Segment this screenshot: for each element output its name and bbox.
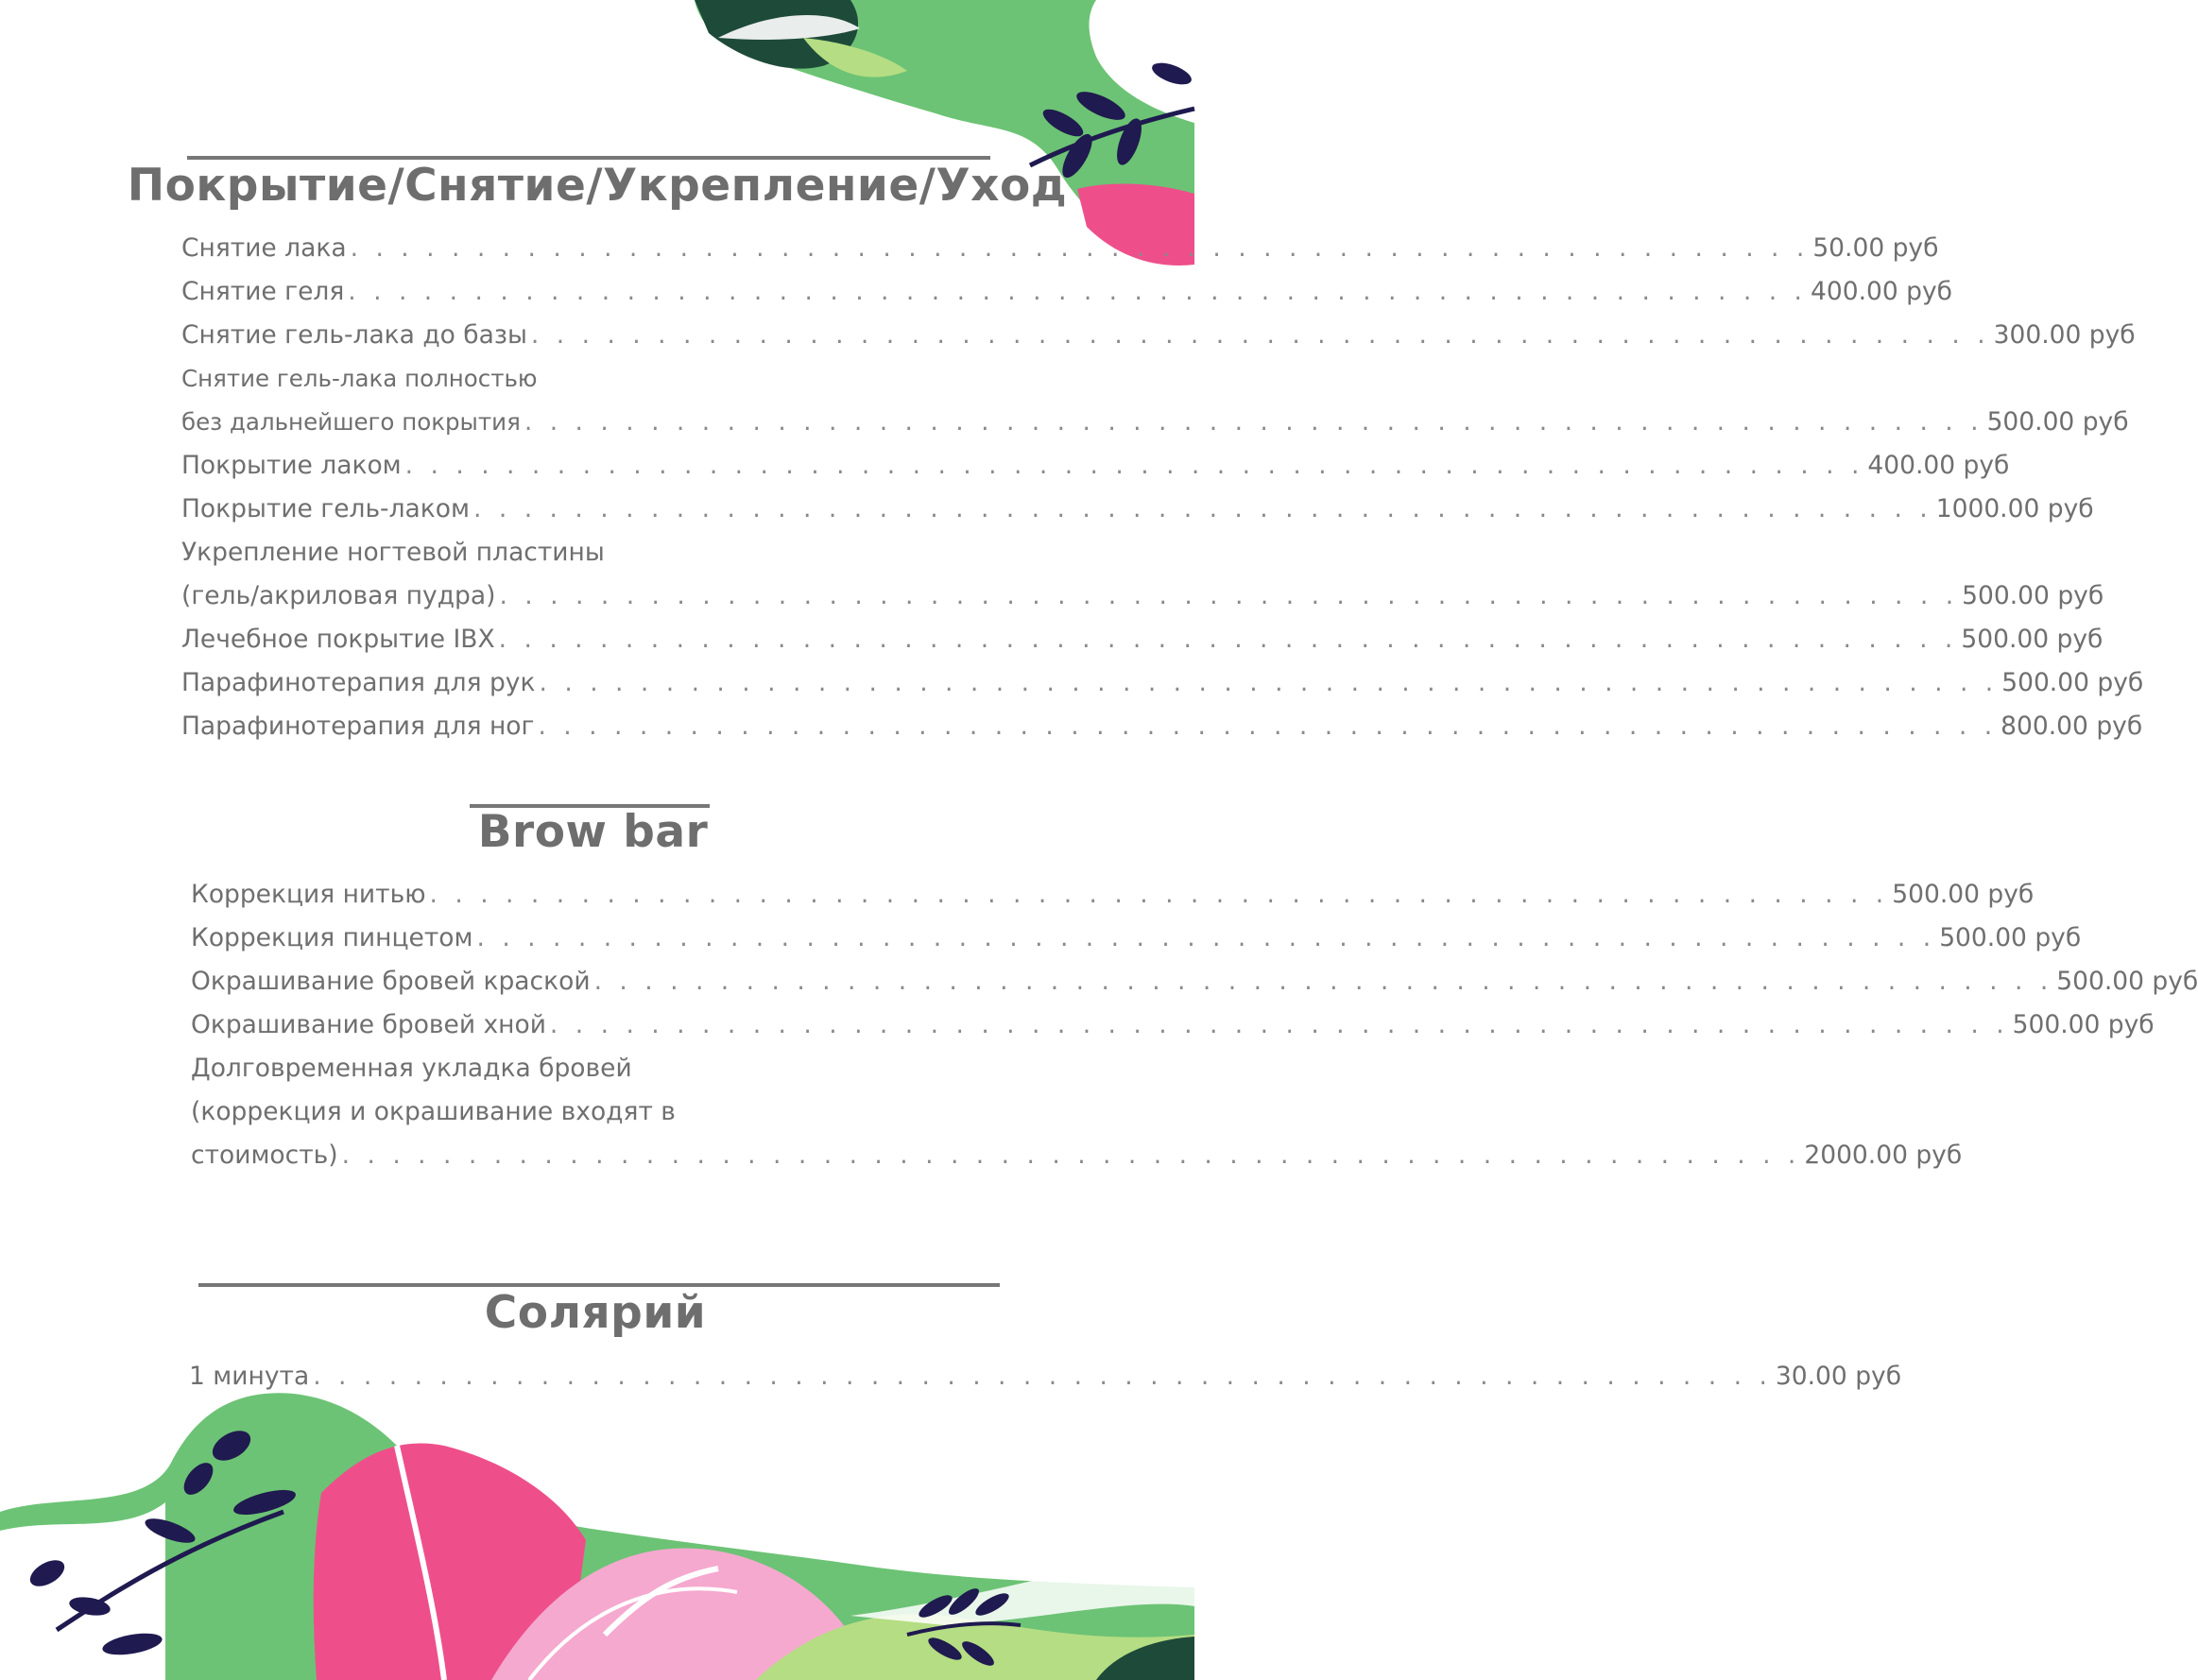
dot-leader: . . . . . . . . . . . . . . . . . . . . . . . . . . . . . . . . . . . . . . . . . . . . . . . . . . . . . . . . . . (538, 711, 1998, 741)
service-name: Снятие гель-лака полностью (181, 365, 538, 392)
list-item (181, 574, 2104, 618)
dot-leader: . . . . . . . . . . . . . . . . . . . . . . . . . . . . . . . . . . . . . . . . . . . . . . . . . . . . . . . . . . (473, 494, 1932, 523)
list-item (181, 227, 1939, 270)
list-item (181, 270, 1952, 314)
dot-leader: . . . . . . . . . . . . . . . . . . . . . . . . . . . . . . . . . . . . . . . . . . . . . . . . . . . . . . . . . . (593, 967, 2053, 996)
dot-leader: . . . . . . . . . . . . . . . . . . . . . . . . . . . . . . . . . . . . . . . . . . . . . . . . . . . . . . . . . . (539, 668, 1999, 697)
service-price: 30.00 руб (1775, 1362, 1902, 1391)
service-price: 1000.00 руб (1935, 494, 2094, 523)
dot-leader: . . . . . . . . . . . . . . . . . . . . . . . . . . . . . . . . . . . . . . . . . . . . . . . . . . . . . . . . . . (499, 581, 1959, 610)
list-item (181, 401, 2129, 444)
service-name: Лечебное покрытие IBX (181, 625, 495, 654)
service-price: 400.00 руб (1867, 451, 2010, 480)
price-list-brow-bar (191, 873, 2198, 1177)
list-item (189, 1355, 1902, 1398)
service-price: 50.00 руб (1812, 233, 1939, 263)
list-item (191, 1134, 1963, 1177)
service-price: 500.00 руб (2056, 967, 2198, 996)
service-name: Окрашивание бровей краской (191, 967, 591, 996)
service-price: 500.00 руб (1939, 923, 2082, 952)
list-item (181, 357, 998, 401)
dot-leader: . . . . . . . . . . . . . . . . . . . . . . . . . . . . . . . . . . . . . . . . . . . . . . . . . . . . . . . . . . (549, 1010, 2009, 1039)
service-price: 800.00 руб (2001, 711, 2143, 741)
dot-leader: . . . . . . . . . . . . . . . . . . . . . . . . . . . . . . . . . . . . . . . . . . . . . . . . . . . . . . . . . . (341, 1140, 1801, 1170)
list-item (191, 1090, 1007, 1134)
dot-leader: . . . . . . . . . . . . . . . . . . . . . . . . . . . . . . . . . . . . . . . . . . . . . . . . . . . . . . . . . . (530, 320, 1990, 350)
list-item (181, 618, 2104, 661)
list-item (181, 488, 2094, 531)
list-item (181, 705, 2143, 748)
price-list-solarium (189, 1355, 1902, 1398)
service-name: без дальнейшего покрытия (181, 408, 521, 436)
list-item (181, 314, 2136, 357)
service-name: Покрытие гель-лаком (181, 494, 471, 523)
service-name: Коррекция пинцетом (191, 923, 473, 952)
price-list-nail-care (181, 227, 2144, 748)
service-name: Снятие лака (181, 233, 347, 263)
dot-leader: . . . . . . . . . . . . . . . . . . . . . . . . . . . . . . . . . . . . . . . . . . . . . . . . . . . . . . . . . . (498, 625, 1958, 654)
dot-leader: . . . . . . . . . . . . . . . . . . . . . . . . . . . . . . . . . . . . . . . . . . . . . . . . . . . . . . . . . . (313, 1362, 1772, 1391)
list-item (191, 960, 2198, 1003)
service-price: 500.00 руб (2012, 1010, 2155, 1039)
dot-leader: . . . . . . . . . . . . . . . . . . . . . . . . . . . . . . . . . . . . . . . . . . . . . . . . . . . . . . . . . . (404, 451, 1864, 480)
list-item (191, 873, 2035, 917)
dot-leader: . . . . . . . . . . . . . . . . . . . . . . . . . . . . . . . . . . . . . . . . . . . . . . . . . . . . . . . . . . (429, 880, 1889, 909)
list-item (191, 917, 2082, 960)
dot-leader: . . . . . . . . . . . . . . . . . . . . . . . . . . . . . . . . . . . . . . . . . . . . . . . . . . . . . . . . . . (476, 923, 1936, 952)
service-name: (коррекция и окрашивание входят в (191, 1097, 676, 1126)
service-name: Парафинотерапия для ног (181, 711, 535, 741)
list-item (181, 531, 998, 574)
service-name: 1 минута (189, 1362, 310, 1391)
service-name: Покрытие лаком (181, 451, 402, 480)
service-price: 500.00 руб (1986, 407, 2129, 437)
service-name: Укрепление ногтевой пластины (181, 538, 605, 567)
service-price: 500.00 руб (2001, 668, 2144, 697)
section-title-brow-bar: Brow bar (477, 806, 709, 858)
dot-leader: . . . . . . . . . . . . . . . . . . . . . . . . . . . . . . . . . . . . . . . . . . . . . . . . . . . . . . . . . . (350, 233, 1810, 263)
list-item (191, 1003, 2155, 1047)
service-name: (гель/акриловая пудра) (181, 581, 496, 610)
dot-leader: . . . . . . . . . . . . . . . . . . . . . . . . . . . . . . . . . . . . . . . . . . . . . . . . . . . . . . . . . . (348, 277, 1807, 306)
service-name: Снятие гель-лака до базы (181, 320, 527, 350)
service-name: Парафинотерапия для рук (181, 668, 536, 697)
section-title-solarium: Солярий (484, 1287, 707, 1339)
service-price: 400.00 руб (1810, 277, 1952, 306)
service-name: Снятие геля (181, 277, 345, 306)
service-name: Долговременная укладка бровей (191, 1054, 632, 1083)
service-price: 2000.00 руб (1804, 1140, 1963, 1170)
service-price: 500.00 руб (1892, 880, 2035, 909)
service-price: 500.00 руб (1962, 581, 2104, 610)
dot-leader: . . . . . . . . . . . . . . . . . . . . . . . . . . . . . . . . . . . . . . . . . . . . . . . . . . . . . . . . . . (524, 407, 1983, 437)
service-name: Окрашивание бровей хной (191, 1010, 546, 1039)
list-item (181, 444, 2010, 488)
service-price: 300.00 руб (1993, 320, 2136, 350)
list-item (181, 661, 2144, 705)
service-price: 500.00 руб (1961, 625, 2104, 654)
service-name: Коррекция нитью (191, 880, 426, 909)
list-item (191, 1047, 1007, 1090)
section-title-nail-care: Покрытие/Снятие/Укрепление/Уход (127, 160, 1068, 212)
bottom-leaf-decoration (0, 1389, 1194, 1680)
service-name: стоимость) (191, 1140, 338, 1170)
